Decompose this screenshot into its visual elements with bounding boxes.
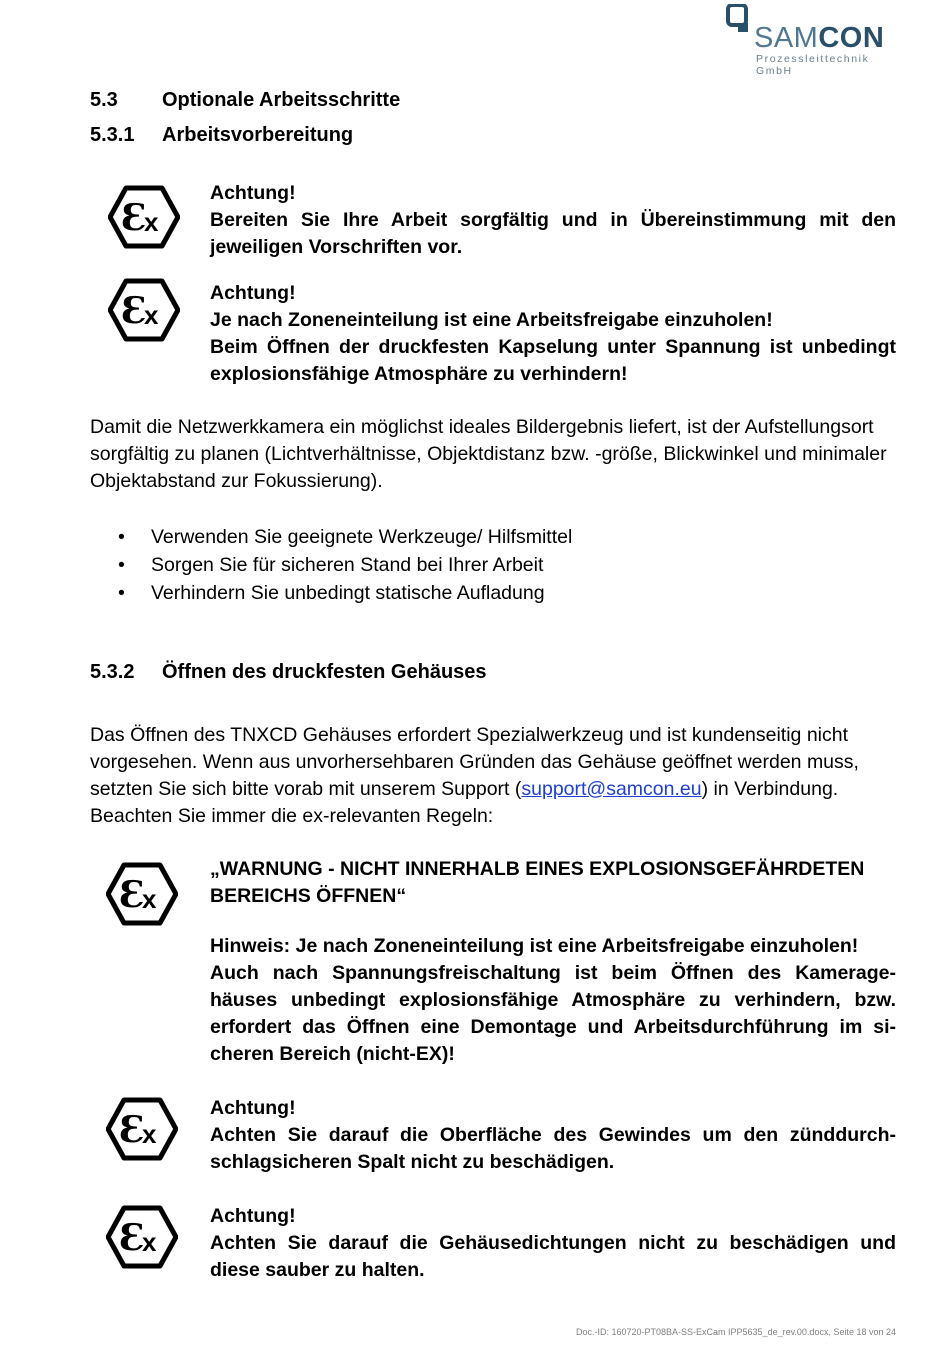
warning-block-2: Achtung! Je nach Zoneneinteilung ist eine Arbeitsfreigabe einzuholen! Beim Öffnen der druckfesten Kapselung unter Spannung ist unbedingt explosionsfähige Atmosphäre zu verhindern! bbox=[210, 282, 896, 385]
heading-5-3: 5.3 Optionale Arbeitsschritte bbox=[90, 89, 401, 111]
list-item: • Verwenden Sie geeignete Werkzeuge/ Hilfsmittel bbox=[118, 526, 573, 548]
ex-warning-icon bbox=[108, 278, 180, 342]
support-email-link[interactable]: support@samcon.eu bbox=[521, 778, 702, 800]
ex-warning-icon bbox=[108, 185, 180, 249]
heading-5-3-2: 5.3.2 Öffnen des druckfesten Gehäuses bbox=[90, 661, 487, 683]
logo-subtitle: Prozessleittechnik GmbH bbox=[756, 53, 870, 77]
list-item: • Sorgen Sie für sicheren Stand bei Ihrer Arbeit bbox=[118, 554, 544, 576]
samcon-q-mark-icon bbox=[726, 4, 750, 34]
logo-brand: SAMCON bbox=[754, 22, 885, 54]
warning-block-5: Achtung! Achten Sie darauf die Gehäusedichtungen nicht zu beschädigen und diese sauber zu halten. bbox=[210, 1205, 896, 1281]
ex-warning-icon bbox=[106, 862, 178, 926]
warning-block-3: Hinweis: Je nach Zoneneinteilung ist eine Arbeitsfreigabe einzuholen! Auch nach Spannungsfreischaltung ist beim Öffnen des Kamerage- häuses unbedingt explosionsfähige Atmosphäre zu verhindern, bzw. erfordert das Öffnen eine Demontage und Arbeitsdurchführung im si- cheren Bereich (nicht-EX)! bbox=[210, 935, 896, 1065]
ex-warning-icon bbox=[106, 1205, 178, 1269]
warning-block-1: Achtung! Bereiten Sie Ihre Arbeit sorgfältig und in Übereinstimmung mit den jeweiligen Vorschriften vor. bbox=[210, 182, 896, 258]
list-item: • Verhindern Sie unbedingt statische Aufladung bbox=[118, 582, 545, 604]
samcon-logo bbox=[726, 4, 896, 77]
tool-bullet-list bbox=[118, 523, 572, 607]
intro-paragraph: Damit die Netzwerkkamera ein möglichst ideales Bildergebnis liefert, ist der Aufstellungsort sorgfältig zu planen (Lichtverhältnisse, Objektdistanz bzw. -größe, Blickwinkel und minimaler Objektabstand zur Fokussierung). bbox=[90, 416, 887, 492]
heading-5-3-1: 5.3.1 Arbeitsvorbereitung bbox=[90, 124, 354, 146]
opening-paragraph: Das Öffnen des TNXCD Gehäuses erfordert Spezialwerkzeug und ist kundenseitig nicht vorgesehen. Wenn aus unvorhersehbaren Gründen das Gehäuse geöffnet werden muss, setzten Sie sich bitte vorab mit unserem Support (support@samcon.eu) in Verbindung. Beachten Sie immer die ex-relevanten Regeln: bbox=[90, 724, 859, 827]
footer-doc-id: Doc.-ID: 160720-PT08BA-SS-ExCam IPP5635_de_rev.00.docx, Seite 18 von 24 bbox=[575, 1327, 896, 1337]
warning-quote: „WARNUNG - NICHT INNERHALB EINES EXPLOSIONSGEFÄHRDETEN BEREICHS ÖFFNEN“ bbox=[210, 858, 865, 907]
ex-warning-icon bbox=[106, 1097, 178, 1161]
warning-block-4: Achtung! Achten Sie darauf die Oberfläche des Gewindes um den zünddurch- schlagsicheren Spalt nicht zu beschädigen. bbox=[210, 1097, 896, 1173]
